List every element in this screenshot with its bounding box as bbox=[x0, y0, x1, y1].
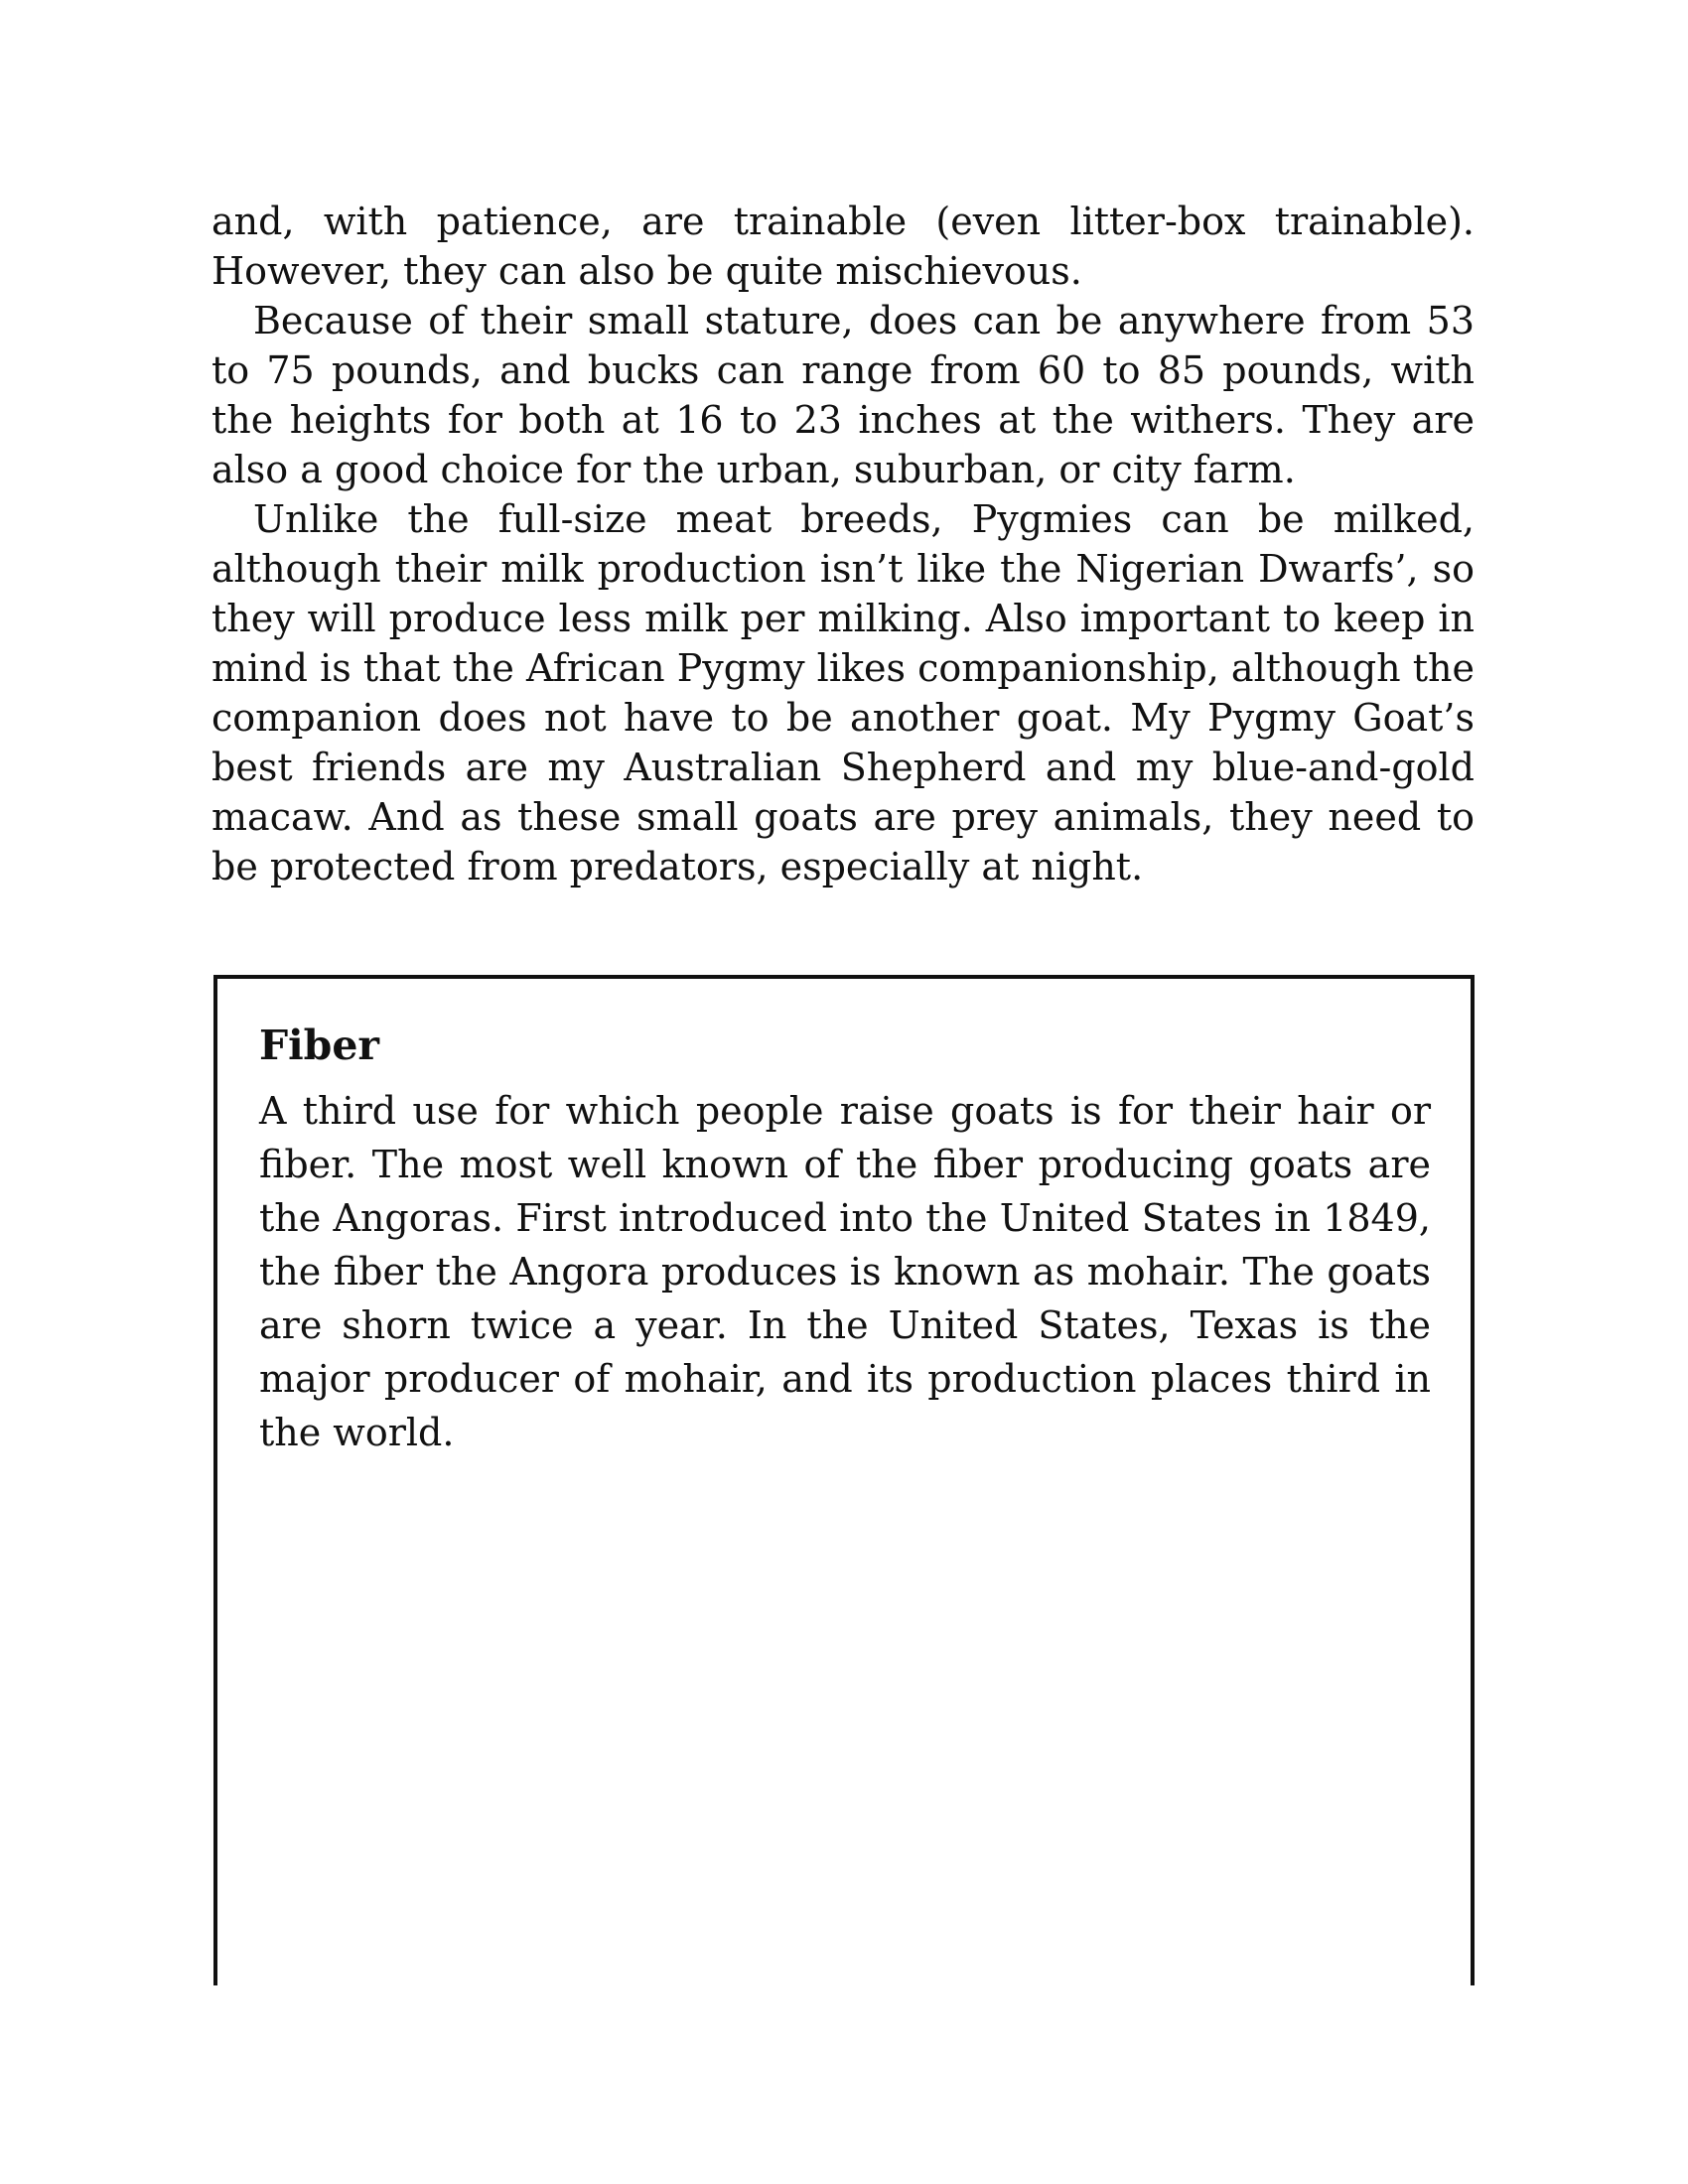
sidebar-heading: Fiber bbox=[259, 1022, 380, 1069]
sidebar-paragraph: A third use for which people raise goats is for their hair or fiber. The most well known of the fiber producing goats are the Angoras. First introduced into the United States in 1849, the fiber the Angora produces is known as mohair. The goats are shorn twice a year. In the United States, Texas is the major producer of mohair, and its production places third in the world. bbox=[259, 1089, 1431, 1454]
main-text bbox=[211, 197, 1475, 891]
body-paragraph-size: Because of their small stature, does can be anywhere from 53 to 75 pounds, and bucks can range from 60 to 85 pounds, with the heights for both at 16 to 23 inches at the withers. They are also a good choice for the urban, suburban, or city farm. bbox=[211, 299, 1475, 491]
body-paragraph-milking: Unlike the full-size meat breeds, Pygmies can be milked, although their milk production isn’t like the Nigerian Dwarfs’, so they will produce less milk per milking. Also important to keep in mind is that the African Pygmy likes companionship, although the companion does not have to be another goat. My Pygmy Goat’s best friends are my Australian Shepherd and my blue-and-gold macaw. And as these small goats are prey animals, they need to be protected from predators, especially at night. bbox=[211, 497, 1475, 888]
fiber-sidebar-box bbox=[213, 975, 1475, 1985]
sidebar-content bbox=[259, 1019, 1431, 1459]
body-paragraph-continued: and, with patience, are trainable (even litter-box trainable). However, they can also be quite mischievous. bbox=[211, 200, 1475, 293]
